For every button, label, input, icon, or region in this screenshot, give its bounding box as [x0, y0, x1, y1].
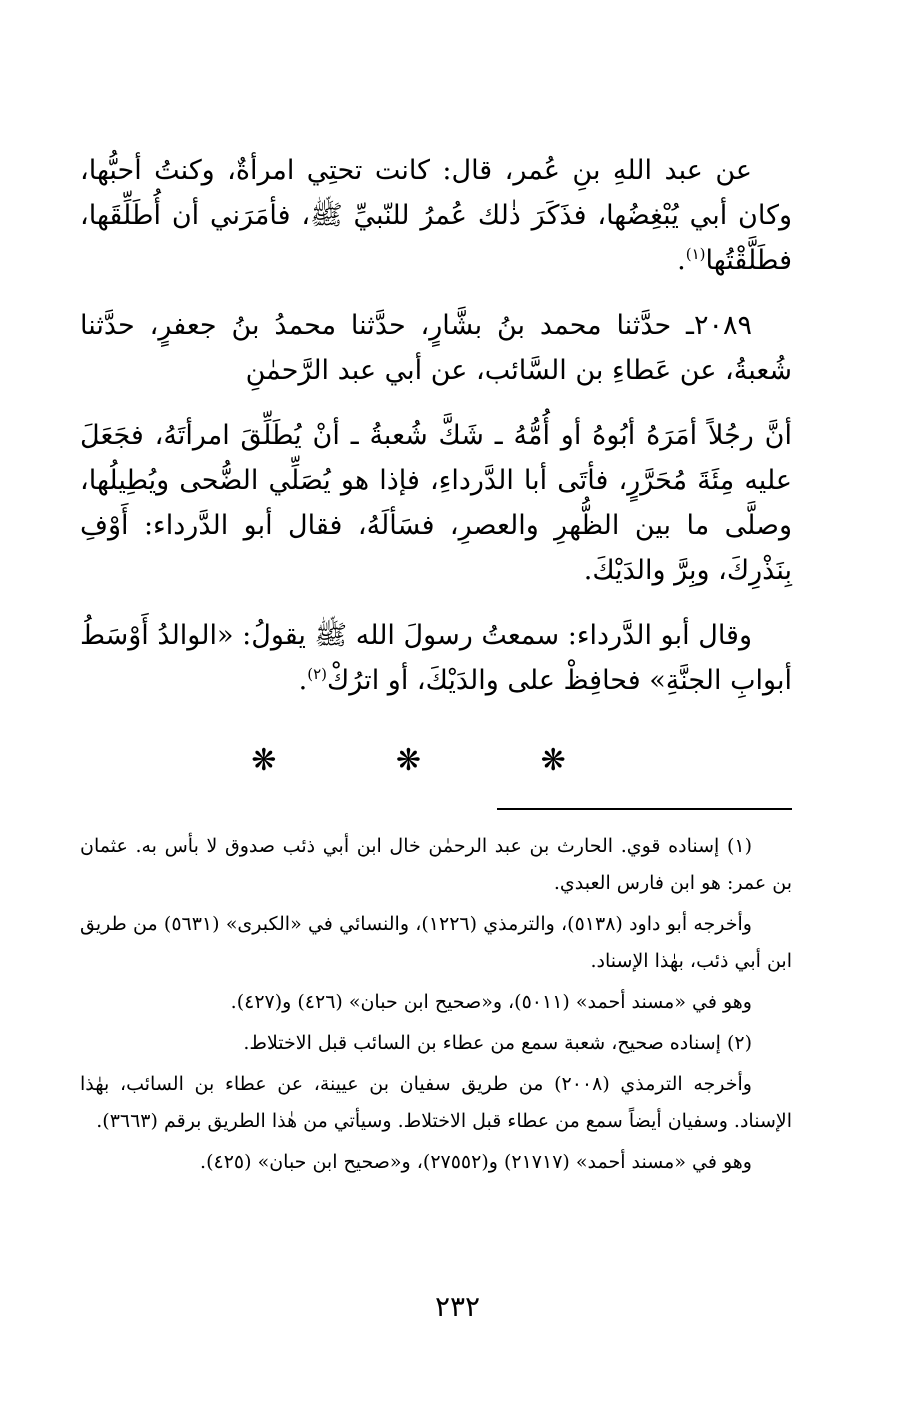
footnote-rule-wrap: [80, 808, 792, 828]
hadith-paragraph-4: [80, 613, 792, 703]
footnote-1-continuation: وهو في «مسند أحمد» (٥٠١١)، و«صحيح ابن حبان» (٤٢٦) و(٤٢٧).: [230, 991, 752, 1013]
paragraph-tail: .: [677, 245, 686, 276]
page-body: [80, 148, 792, 1185]
paragraph-text: أنَّ رجُلاً أمَرَهُ أبُوهُ أو أُمُّهُ ـ شَكَّ شُعبةُ ـ أنْ يُطَلِّقَ امرأتَهُ، فجَعَلَ عليه مِئَةَ مُحَرَّرٍ، فأتَى أبا الدَّرداءِ، فإذا هو يُصَلِّي الضُّحى ويُطِيلُها، وصلَّى ما بين الظُّهرِ والعصرِ، فسَألَهُ، فقال أبو الدَّرداء: أَوْفِ بِنَذْرِكَ، وبِرَّ والدَيْكَ.: [80, 420, 792, 586]
footnote-1: (١) إسناده قوي. الحارث بن عبد الرحمٰن خال ابن أبي ذئب صدوق لا بأس به. عثمان بن عمر: هو ابن فارس العبدي.: [80, 835, 792, 894]
page-number: ٢٣٢: [434, 1290, 481, 1323]
footnote-2-continuation: وهو في «مسند أحمد» (٢١٧١٧) و(٢٧٥٥٢)، و«صحيح ابن حبان» (٤٢٥).: [200, 1151, 752, 1173]
hadith-paragraph-2: [80, 303, 792, 393]
paragraph-text: ٢٠٨٩ـ حدَّثنا محمد بنُ بشَّارٍ، حدَّثنا محمدُ بنُ جعفرٍ، حدَّثنا شُعبةُ، عن عَطاءِ بن السَّائب، عن أبي عبد الرَّحمٰنِ: [80, 310, 792, 386]
footnote-ref-2: (٢): [307, 665, 328, 683]
paragraph-tail: .: [298, 665, 308, 696]
hadith-paragraph-1: [80, 148, 792, 283]
footnote-divider: [497, 808, 792, 810]
section-separator: ❋ ❋ ❋: [251, 743, 621, 778]
footnote-1-continuation: وأخرجه أبو داود (٥١٣٨)، والترمذي (١٢٢٦)، والنسائي في «الكبرى» (٥٦٣١) من طريق ابن أبي ذئب، بهٰذا الإسناد.: [80, 913, 792, 972]
paragraph-text: عن عبد اللهِ بنِ عُمر، قال: كانت تحتِي امرأةٌ، وكنتُ أحبُّها، وكان أبي يُبْغِضُها، فذَكَرَ ذٰلك عُمرُ للنّبيِّ ﷺ، فأمَرَني أن أُطَلِّقَها، فطَلَّقْتُها: [80, 155, 792, 276]
footnote-2: (٢) إسناده صحيح، شعبة سمع من عطاء بن السائب قبل الاختلاط.: [243, 1032, 752, 1054]
paragraph-text: وقال أبو الدَّرداء: سمعتُ رسولَ الله ﷺ يقولُ: «الوالدُ أَوْسَطُ أبوابِ الجنَّةِ» فحافِظْ على والدَيْكَ، أو اترُكْ: [80, 620, 792, 696]
footnote-2-continuation: وأخرجه الترمذي (٢٠٠٨) من طريق سفيان بن عيينة، عن عطاء بن السائب، بهٰذا الإسناد. وسفيان أيضاً سمع من عطاء قبل الاختلاط. وسيأتي من هٰذا الطريق برقم (٣٦٦٣).: [80, 1073, 792, 1132]
hadith-paragraph-3: [80, 413, 792, 593]
footnote-ref-1: (١): [685, 245, 706, 263]
